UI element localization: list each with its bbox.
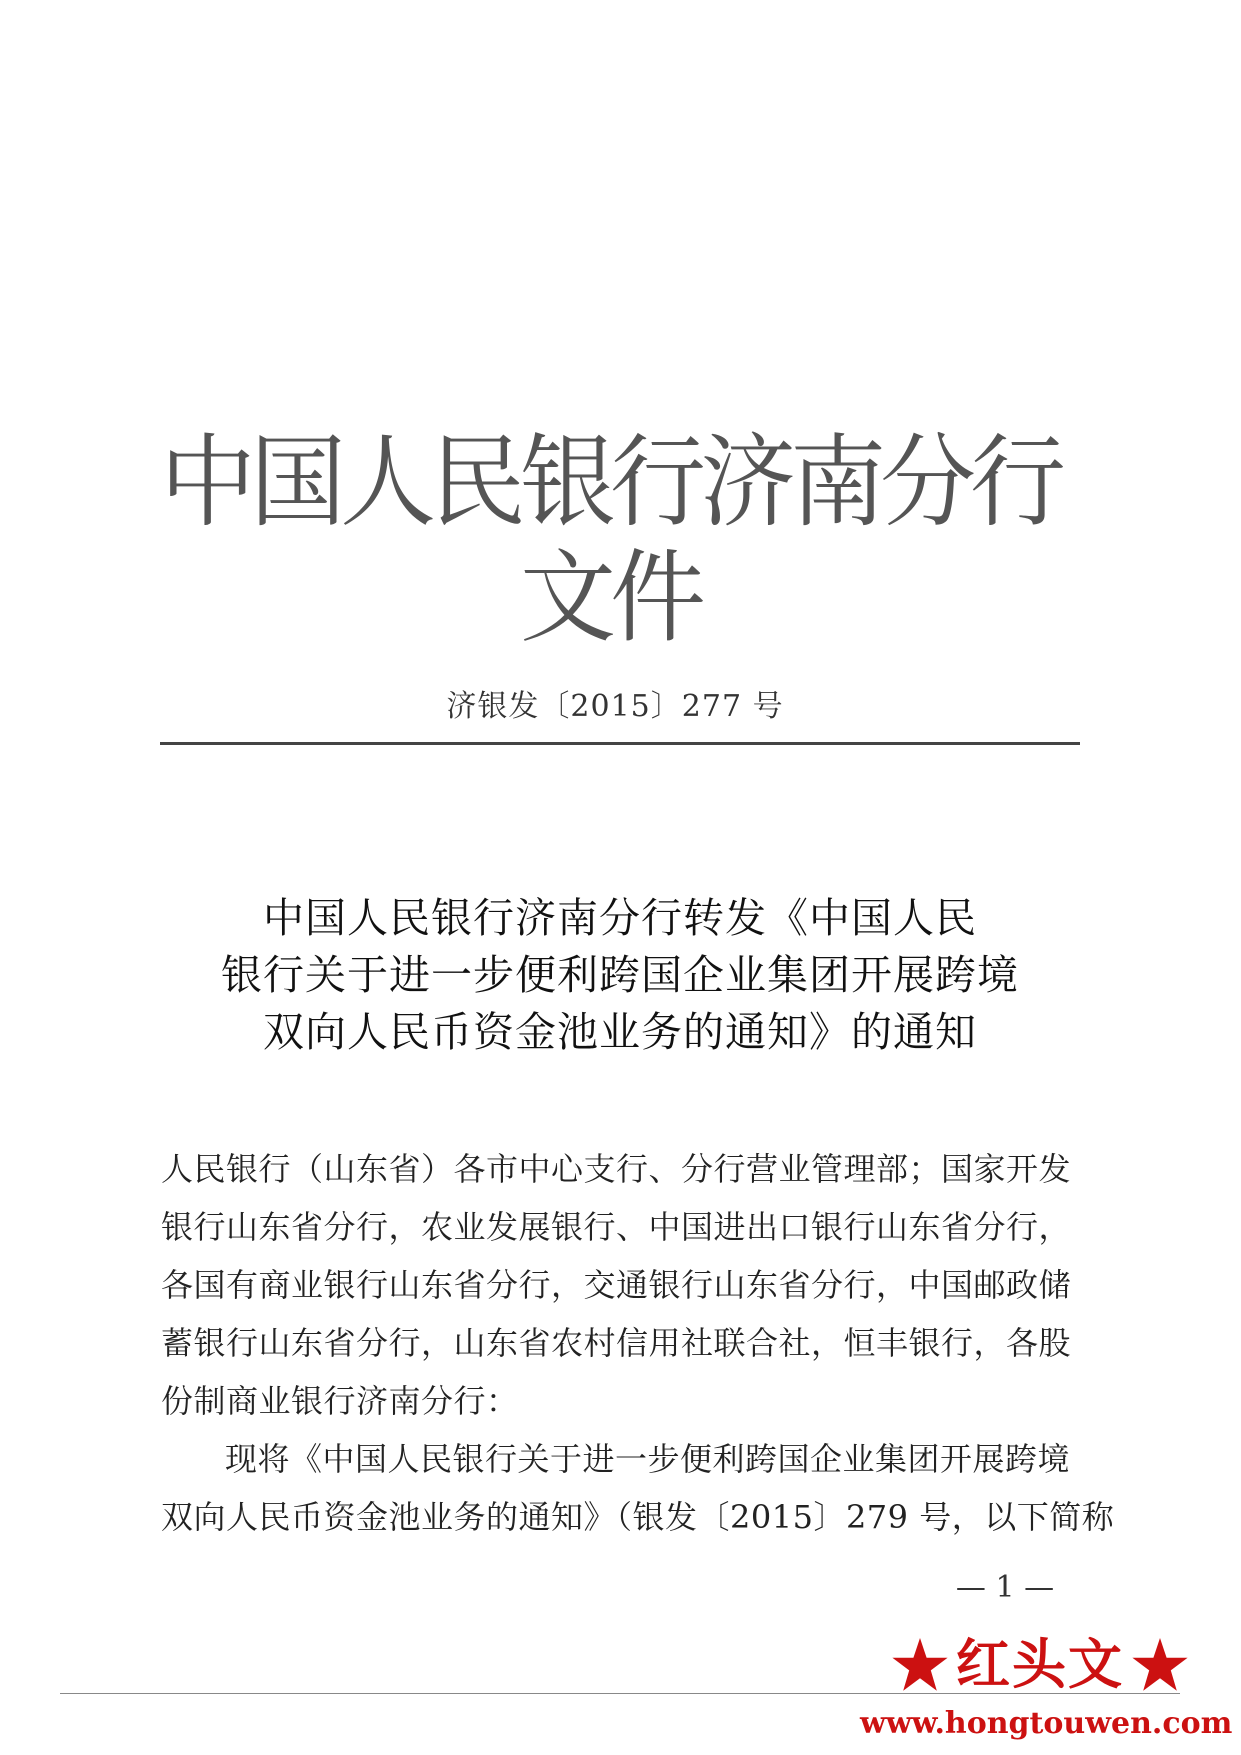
page-number: — 1 — bbox=[955, 1570, 1055, 1605]
body-line: 银行山东省分行，农业发展银行、中国进出口银行山东省分行， bbox=[161, 1208, 1072, 1246]
body-line: 双向人民币资金池业务的通知》（银发〔2015〕279 号，以下简称 bbox=[161, 1498, 1115, 1536]
body-line: 现将《中国人民银行关于进一步便利跨国企业集团开展跨境 bbox=[225, 1440, 1071, 1478]
title-line: 银行关于进一步便利跨国企业集团开展跨境 bbox=[221, 951, 1019, 999]
body-line: 份制商业银行济南分行： bbox=[161, 1382, 519, 1420]
watermark-title bbox=[860, 1630, 1220, 1700]
title-line: 中国人民银行济南分行转发《中国人民 bbox=[263, 894, 977, 942]
star-icon bbox=[890, 1635, 950, 1695]
body-line: 人民银行（山东省）各市中心支行、分行营业管理部；国家开发 bbox=[161, 1150, 1072, 1188]
watermark-text: 红头文 bbox=[956, 1633, 1124, 1696]
document-body bbox=[161, 1140, 1115, 1546]
title-line: 双向人民币资金池业务的通知》的通知 bbox=[263, 1008, 977, 1056]
document-number: 济银发〔2015〕277 号 bbox=[446, 689, 784, 724]
watermark bbox=[860, 1630, 1233, 1750]
star-icon bbox=[1130, 1635, 1190, 1695]
document-masthead: 中国人民银行济南分行文件 bbox=[160, 423, 1060, 657]
body-line: 蓄银行山东省分行，山东省农村信用社联合社，恒丰银行，各股 bbox=[161, 1324, 1072, 1362]
header-divider bbox=[160, 742, 1080, 745]
body-line: 各国有商业银行山东省分行，交通银行山东省分行，中国邮政储 bbox=[161, 1266, 1072, 1304]
document-title bbox=[150, 890, 1090, 1061]
watermark-url: www.hongtouwen.com bbox=[860, 1706, 1233, 1741]
